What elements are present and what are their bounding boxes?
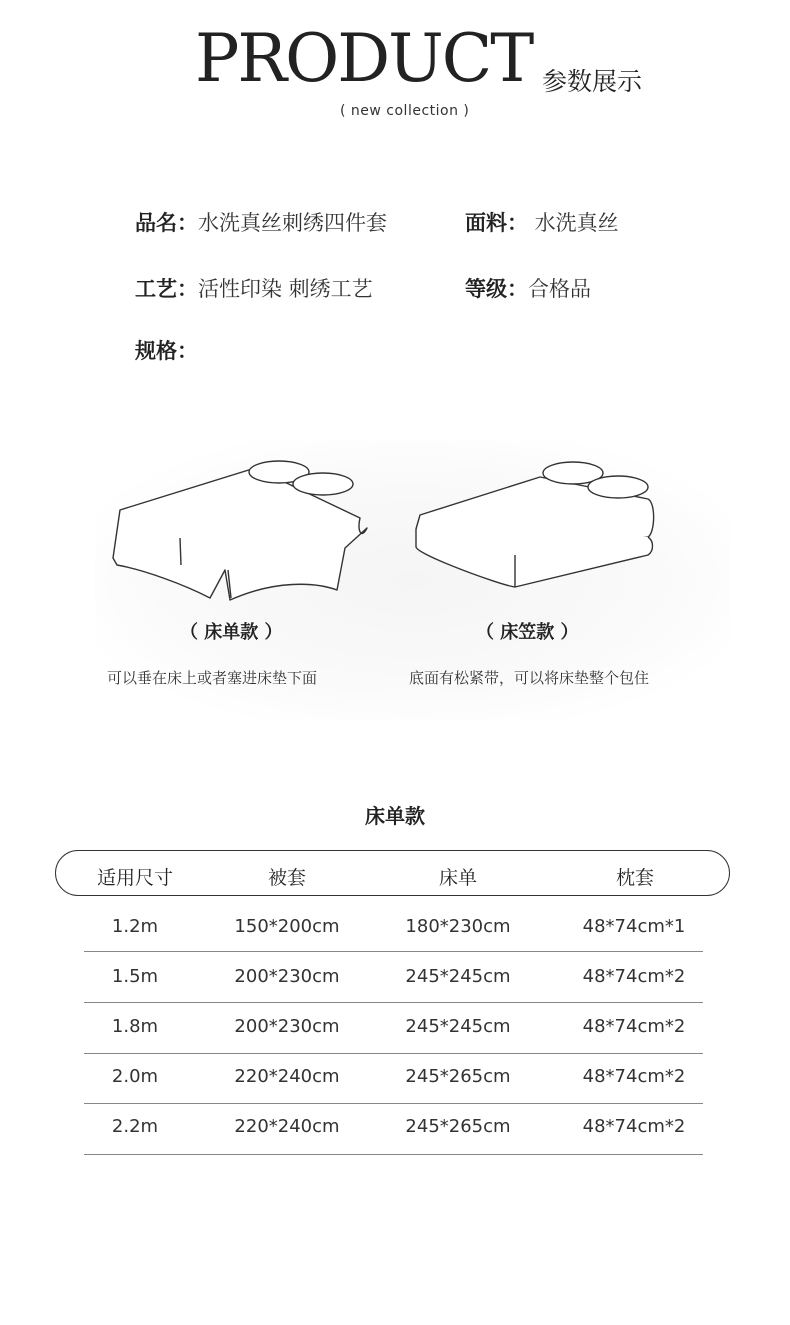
fitted-sheet-bed-icon bbox=[410, 455, 665, 595]
param-grade bbox=[465, 273, 591, 303]
flat-sheet-title: （ 床单款 ） bbox=[180, 622, 283, 643]
fitted-sheet-title: （ 床笠款 ） bbox=[476, 622, 579, 643]
param-fabric-key: 面料： bbox=[465, 211, 528, 235]
cell-sheet: 245*265cm bbox=[405, 1066, 511, 1087]
cell-pillowcase: 48*74cm*2 bbox=[582, 1016, 686, 1037]
header-size: 适用尺寸 bbox=[96, 867, 173, 889]
param-craft bbox=[135, 273, 373, 303]
cell-pillowcase: 48*74cm*1 bbox=[582, 916, 686, 937]
row-divider bbox=[84, 951, 703, 952]
table-row bbox=[0, 1016, 790, 1046]
row-divider bbox=[84, 1053, 703, 1054]
cell-size: 2.0m bbox=[111, 1066, 159, 1087]
param-fabric-value: 水洗真丝 bbox=[528, 211, 619, 235]
param-craft-value: 活性印染 刺绣工艺 bbox=[198, 277, 373, 301]
cell-duvet: 150*200cm bbox=[234, 916, 340, 937]
collection-subtitle: ( new collection ) bbox=[340, 103, 470, 119]
table-row bbox=[0, 1066, 790, 1096]
param-name-value: 水洗真丝刺绣四件套 bbox=[198, 211, 387, 235]
cell-duvet: 200*230cm bbox=[234, 966, 340, 987]
param-craft-key: 工艺： bbox=[135, 277, 198, 301]
cell-size: 1.8m bbox=[111, 1016, 159, 1037]
table-header bbox=[55, 850, 730, 896]
cell-size: 1.5m bbox=[111, 966, 159, 987]
cell-pillowcase: 48*74cm*2 bbox=[582, 1066, 686, 1087]
header-duvet: 被套 bbox=[267, 867, 306, 889]
cell-sheet: 245*245cm bbox=[405, 1016, 511, 1037]
table-row bbox=[0, 966, 790, 996]
param-name-key: 品名： bbox=[135, 211, 198, 235]
row-divider bbox=[84, 1002, 703, 1003]
param-name bbox=[135, 207, 387, 237]
cell-size: 1.2m bbox=[111, 916, 159, 937]
table-title: 床单款 bbox=[365, 804, 425, 828]
cell-sheet: 180*230cm bbox=[405, 916, 511, 937]
param-fabric bbox=[465, 207, 619, 237]
table-row bbox=[0, 916, 790, 946]
fitted-sheet-desc: 底面有松紧带，可以将床垫整个包住 bbox=[409, 669, 650, 687]
header-sheet: 床单 bbox=[438, 867, 477, 889]
cell-duvet: 220*240cm bbox=[234, 1116, 340, 1137]
cell-size: 2.2m bbox=[111, 1116, 159, 1137]
cell-duvet: 200*230cm bbox=[234, 1016, 340, 1037]
cell-pillowcase: 48*74cm*2 bbox=[582, 1116, 686, 1137]
row-divider bbox=[84, 1154, 703, 1155]
flat-sheet-bed-icon bbox=[105, 450, 375, 610]
param-grade-key: 等级： bbox=[465, 277, 528, 301]
param-spec bbox=[135, 335, 198, 365]
cell-sheet: 245*245cm bbox=[405, 966, 511, 987]
param-grade-value: 合格品 bbox=[528, 277, 591, 301]
cell-pillowcase: 48*74cm*2 bbox=[582, 966, 686, 987]
param-spec-key: 规格： bbox=[135, 339, 198, 363]
flat-sheet-desc: 可以垂在床上或者塞进床垫下面 bbox=[107, 669, 318, 687]
cell-duvet: 220*240cm bbox=[234, 1066, 340, 1087]
table-row bbox=[0, 1116, 790, 1146]
section-label: 参数展示 bbox=[542, 67, 643, 96]
product-title: PRODUCT bbox=[195, 20, 533, 97]
cell-sheet: 245*265cm bbox=[405, 1116, 511, 1137]
row-divider bbox=[84, 1103, 703, 1104]
header-pillowcase: 枕套 bbox=[615, 867, 654, 889]
